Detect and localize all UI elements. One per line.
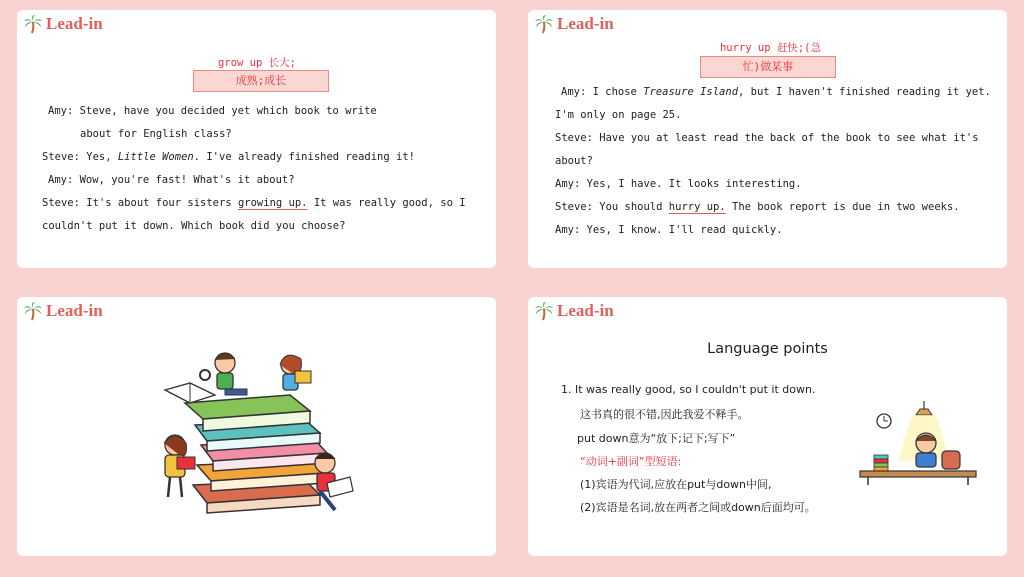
- lead-in-label: Lead-in: [557, 301, 614, 320]
- dialogue-line: I'm only on page 25.: [555, 109, 682, 121]
- vocab-note-box: 忙)做某事: [700, 56, 836, 78]
- dialogue-line: Amy: Yes, I know. I'll read quickly.: [555, 224, 783, 236]
- lead-in-header: [534, 14, 614, 34]
- vocab-note-hurry-up: hurry up 赶快;(急: [719, 42, 822, 54]
- point-translation: 这书真的很不错,因此我爱不释手。: [580, 408, 749, 421]
- illustration-panel: [17, 297, 496, 556]
- highlight-hurry-up: hurry up.: [668, 201, 726, 213]
- boy-studying-desk-illustration: [858, 401, 978, 486]
- dialogue-line: Amy: Steve, have you decided yet which book to write: [48, 105, 377, 117]
- lead-in-header: [534, 301, 614, 321]
- dialogue-panel-2: [528, 10, 1007, 268]
- highlight-growing-up: growing up.: [237, 197, 308, 209]
- palm-tree-icon: [534, 301, 554, 321]
- language-points-title: Language points: [707, 341, 828, 357]
- dialogue-line: Amy: Yes, I have. It looks interesting.: [555, 178, 802, 190]
- dialogue-line: Steve: You should hurry up. The book report is due in two weeks.: [555, 201, 960, 213]
- palm-tree-icon: [23, 14, 43, 34]
- rule-noun-object: (2)宾语是名词,放在两者之间或down后面均可。: [580, 501, 816, 514]
- phrase-type: “动词+副词”型短语:: [580, 455, 682, 468]
- dialogue-panel-1: [17, 10, 496, 268]
- lead-in-header: [23, 301, 103, 321]
- point-sentence: 1. It was really good, so I couldn't put it down.: [561, 383, 816, 396]
- rule-pronoun-object: (1)宾语为代词,应放在put与down中间,: [580, 478, 772, 491]
- lead-in-label: Lead-in: [46, 301, 103, 320]
- book-title: Treasure Island: [643, 86, 739, 98]
- lead-in-header: [23, 14, 103, 34]
- language-points-panel: [528, 297, 1007, 556]
- lead-in-label: Lead-in: [557, 14, 614, 33]
- dialogue-line: Steve: It's about four sisters growing up. It was really good, so I: [42, 197, 466, 209]
- dialogue-line: Amy: I chose Treasure Island, but I haven't finished reading it yet.: [561, 86, 991, 98]
- dialogue-line: about for English class?: [80, 128, 232, 140]
- kids-reading-books-illustration: [155, 345, 365, 520]
- dialogue-line: about?: [555, 155, 593, 167]
- dialogue-line: Amy: Wow, you're fast! What's it about?: [48, 174, 295, 186]
- vocab-note-grow-up: grow up 长大;: [218, 57, 296, 69]
- dialogue-line: couldn't put it down. Which book did you choose?: [42, 220, 346, 232]
- book-title: Little Women: [117, 151, 194, 163]
- put-down-meaning: put down意为“放下;记下;写下”: [577, 432, 736, 445]
- dialogue-line: Steve: Have you at least read the back of the book to see what it's: [555, 132, 979, 144]
- vocab-note-box: 成熟;成长: [193, 70, 329, 92]
- palm-tree-icon: [534, 14, 554, 34]
- lead-in-label: Lead-in: [46, 14, 103, 33]
- palm-tree-icon: [23, 301, 43, 321]
- dialogue-line: Steve: Yes, Little Women. I've already finished reading it!: [42, 151, 415, 163]
